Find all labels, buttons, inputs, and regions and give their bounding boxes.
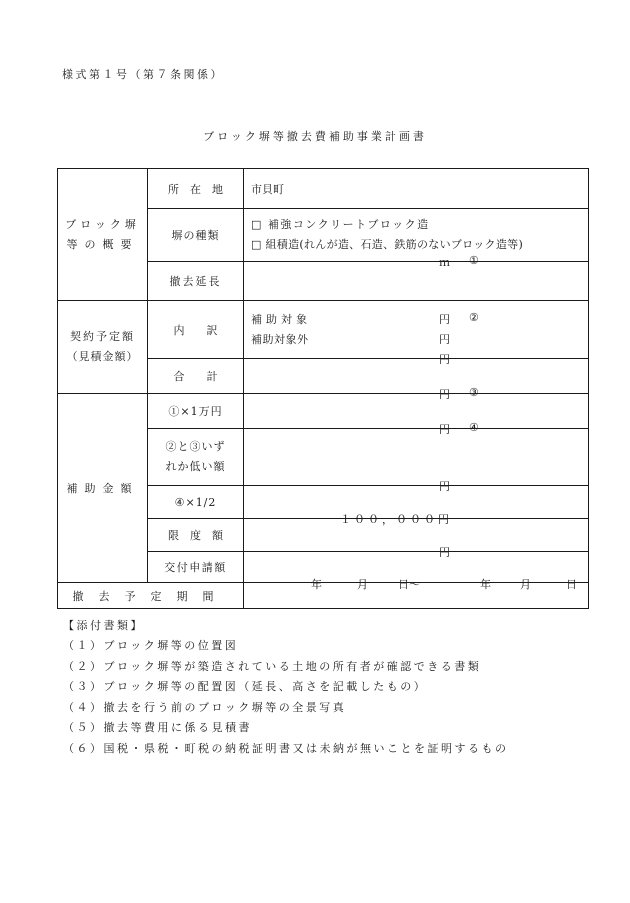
subsidy-row2-unit: 円 (439, 423, 450, 436)
subsidy-row1-mark: ③ (469, 386, 479, 399)
removal-period-row (58, 583, 589, 609)
total-unit: 円 (439, 353, 450, 366)
subsidy-row1-label: ①×1万円 (148, 394, 244, 429)
removal-length-label: 撤去延長 (148, 262, 244, 301)
subsidy-row3-label: ④×1/2 (148, 486, 244, 519)
breakdown-label: 内 訳 (148, 301, 244, 359)
attachment-item: （２）ブロック塀等が築造されている土地の所有者が確認できる書類 (63, 659, 482, 673)
attachment-item: （３）ブロック塀等の配置図（延長、高さを記載したもの） (63, 680, 428, 693)
request-amount-label: 交付申請額 (148, 552, 244, 583)
attachment-item: （５）撤去等費用に係る見積書 (63, 721, 252, 734)
removal-length-field[interactable] (244, 254, 589, 301)
limit-value-cell (244, 513, 589, 552)
subsidy-section-label: 補助金額 (58, 394, 148, 583)
document-title: ブロック塀等撤去費補助事業計画書 (203, 130, 427, 143)
period-start-day: 日～ (398, 578, 420, 591)
wall-type-label: 塀の種類 (148, 209, 244, 262)
covered-unit: 円 (439, 313, 450, 326)
contract-total-label: 合 計 (148, 359, 244, 394)
breakdown-row (58, 301, 589, 359)
limit-value: １００，０００円 (340, 513, 452, 526)
contract-label-line1: 契約予定額 (70, 330, 135, 343)
wall-type-options (244, 209, 589, 262)
attachment-item: （４）撤去を行う前のブロック塀等の全景写真 (63, 700, 347, 714)
type-option-reinforced-checkbox[interactable]: □ 補強コンクリートブロック造 (251, 218, 430, 231)
attachment-item: （１）ブロック塀等の位置図 (63, 639, 239, 652)
removal-period-label: 撤去予定期間 (58, 583, 244, 609)
attachments-heading: 【添付書類】 (63, 619, 144, 632)
subsidy-row1-unit: 円 (439, 388, 450, 401)
covered-label: 補助対象 (251, 313, 311, 326)
subsidy-row2-mark: ④ (469, 421, 479, 434)
subsidy-row-1 (58, 394, 589, 429)
period-end-month: 月 (520, 578, 531, 591)
plan-form-table (57, 168, 589, 609)
limit-label: 限 度 額 (148, 519, 244, 552)
covered-mark: ② (469, 311, 479, 324)
request-unit: 円 (439, 546, 450, 559)
subsidy-row2-label-line2: れか低い額 (165, 460, 226, 473)
not-covered-unit: 円 (439, 333, 450, 346)
subsidy-row2-label (148, 429, 244, 486)
subsidy-row1-field[interactable] (244, 386, 589, 429)
not-covered-label: 補助対象外 (251, 333, 309, 346)
location-value[interactable]: 市貝町 (244, 169, 589, 209)
attachments-list (63, 617, 509, 759)
contract-total-field[interactable] (244, 353, 589, 394)
subsidy-row3-unit: 円 (439, 480, 450, 493)
subsidy-row2-field[interactable] (244, 421, 589, 486)
subsidy-row2-label-line1: ②と③いず (165, 440, 226, 453)
type-option-masonry-checkbox[interactable]: □ 組積造(れんが造、石造、鉄筋のないブロック造等) (251, 238, 524, 251)
overview-label-line2: 等の概要 (66, 237, 139, 251)
contract-section-label (58, 301, 148, 394)
removal-period-field[interactable] (244, 578, 589, 609)
length-unit: ｍ (439, 256, 450, 269)
contract-label-line2: （見積金額） (66, 350, 139, 363)
breakdown-values (244, 301, 589, 359)
attachment-item: （６）国税・県税・町税の納税証明書又は未納が無いことを証明するもの (63, 741, 509, 755)
location-row (58, 169, 589, 209)
period-start-month: 月 (357, 578, 368, 591)
length-mark: ① (469, 254, 479, 267)
overview-section-label (58, 169, 148, 301)
location-label: 所 在 地 (148, 169, 244, 209)
period-start-year: 年 (311, 578, 322, 591)
period-end-day: 日 (566, 578, 577, 591)
period-end-year: 年 (480, 578, 491, 591)
overview-label-line1: ブロック塀 (65, 217, 140, 231)
form-number: 様式第１号（第７条関係） (62, 68, 224, 81)
